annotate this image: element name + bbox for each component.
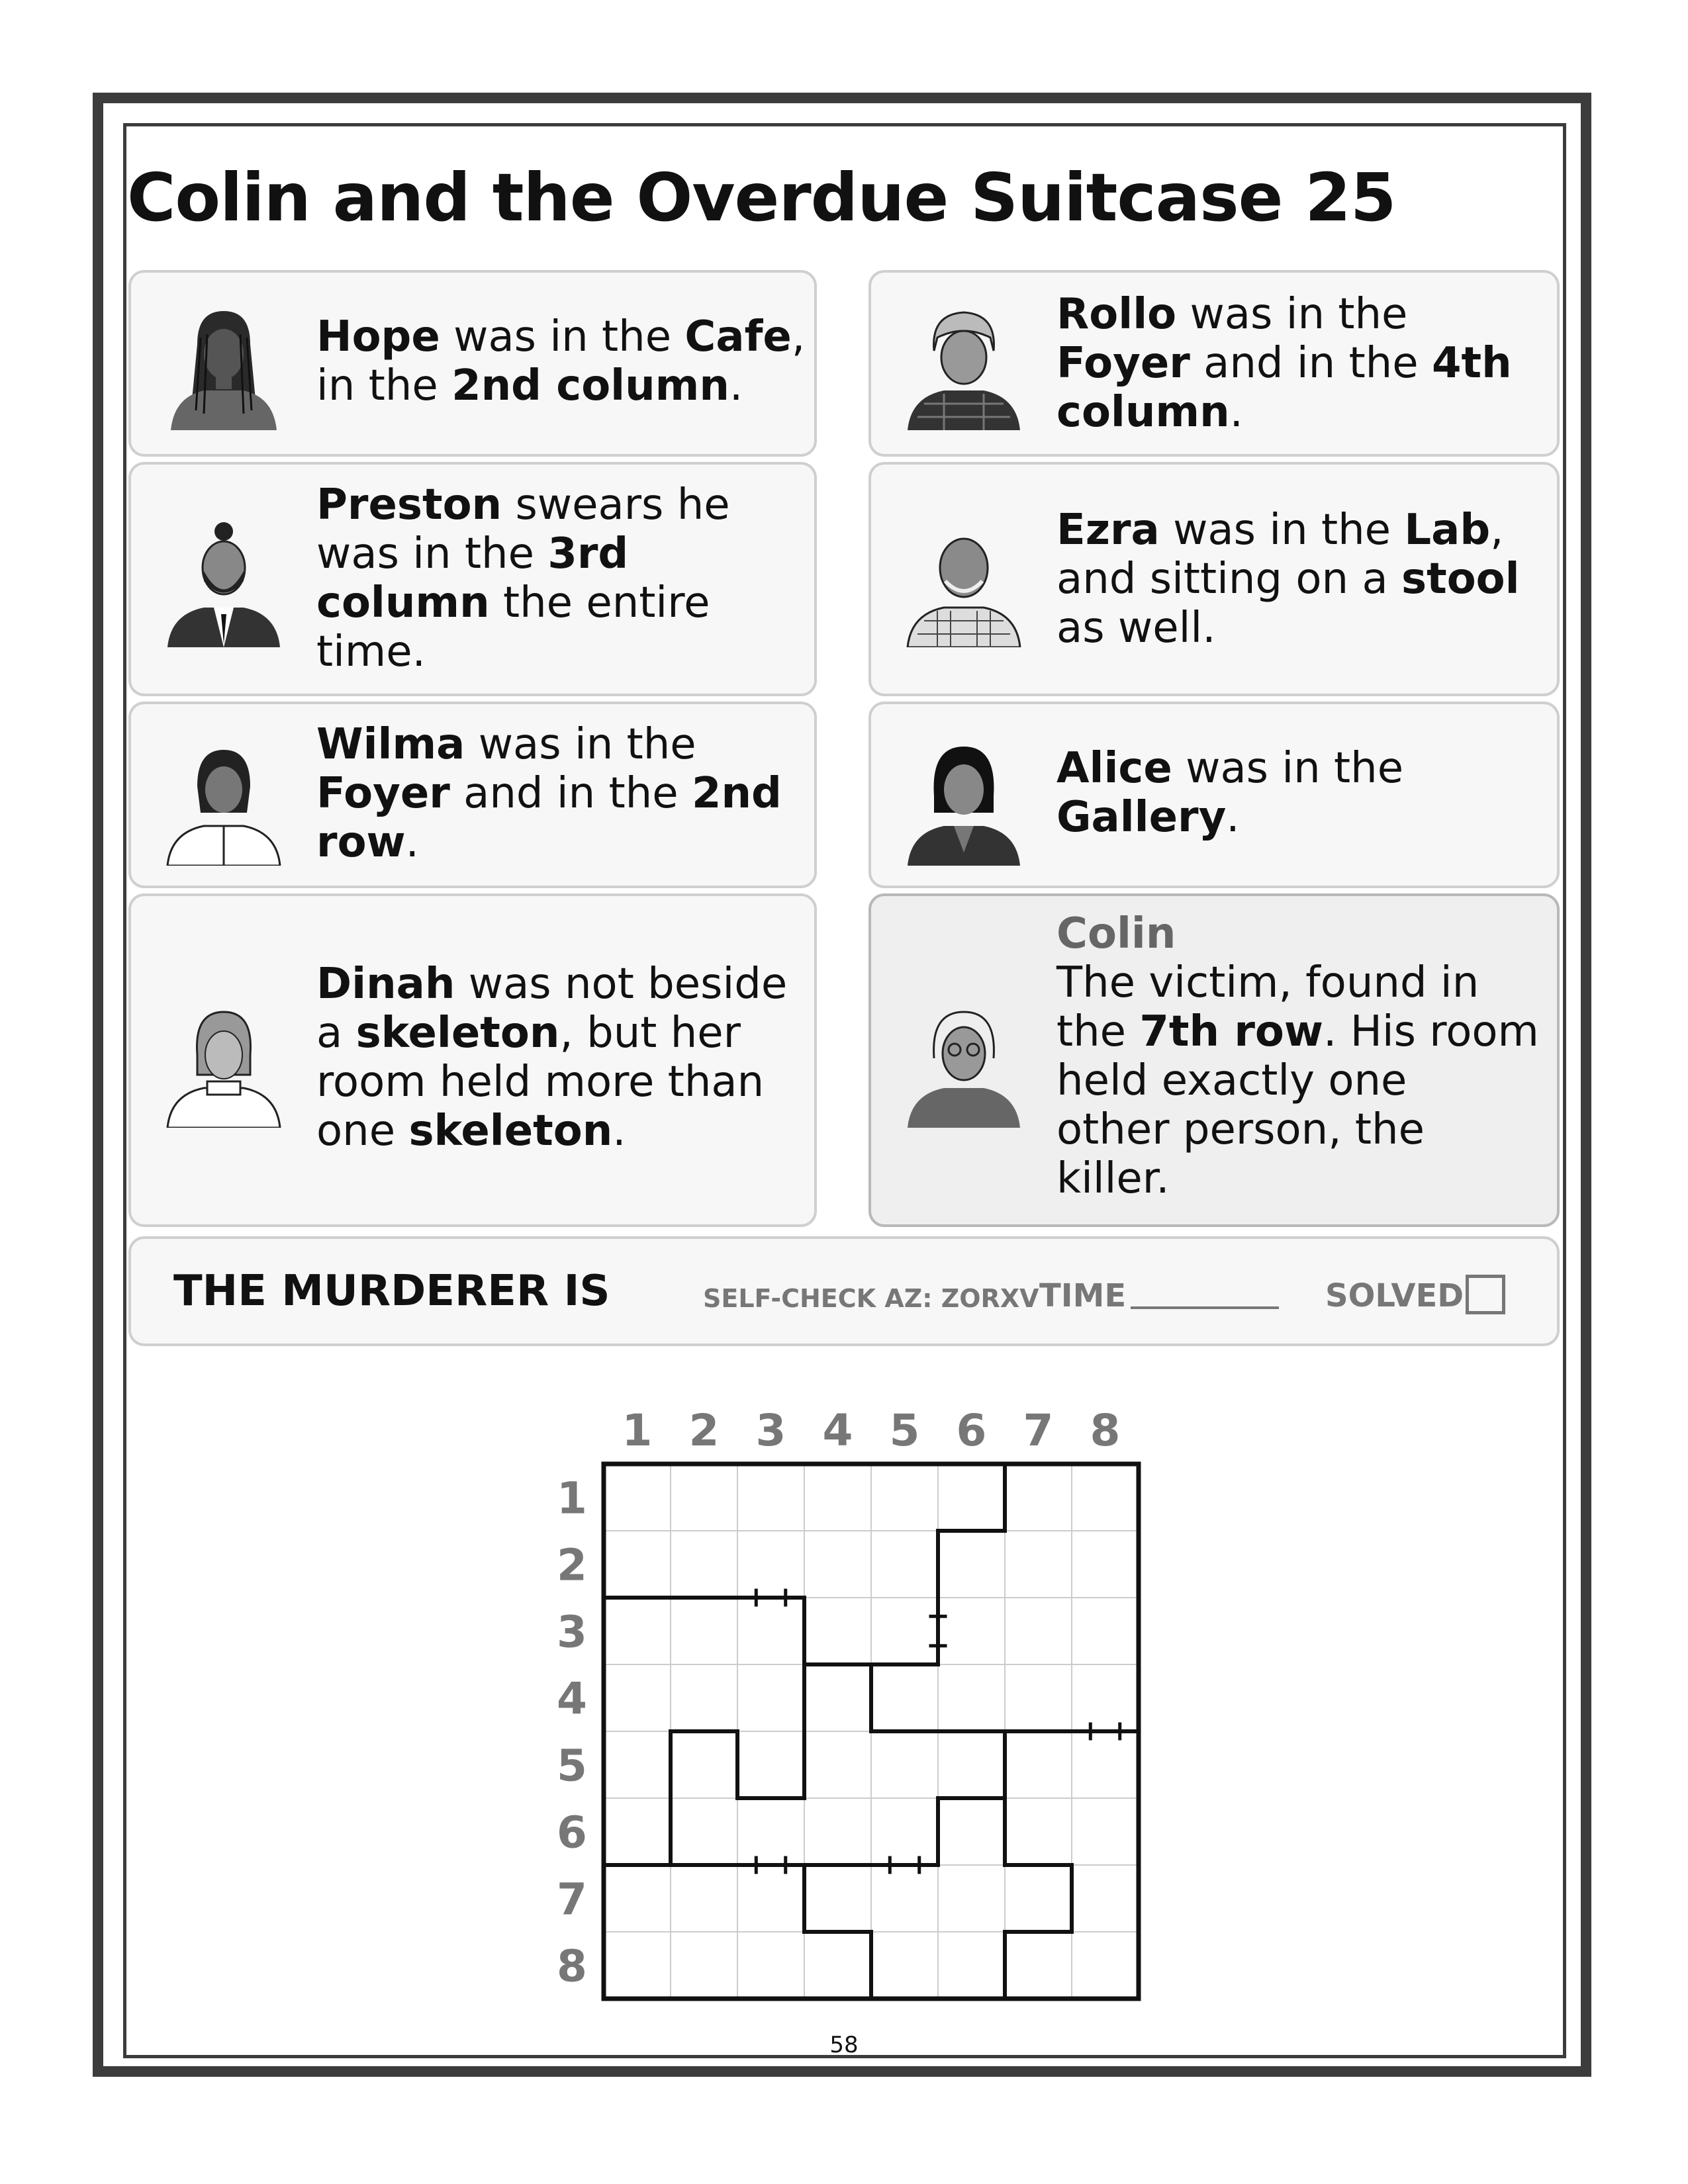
murderer-label: THE MURDERER IS [173, 1267, 610, 1316]
clue-text-segment: was in the [465, 720, 696, 769]
clue-text-segment: in the [316, 361, 452, 410]
clue-keyword: 2nd column [451, 361, 729, 410]
clue-keyword: Gallery [1056, 793, 1227, 842]
clue-keyword: Alice [1056, 744, 1172, 793]
woman-jacket-portrait-icon [158, 733, 290, 866]
clue-text-segment: the [1056, 1007, 1140, 1056]
clue-text-segment: . [405, 818, 419, 867]
clue-keyword: column [316, 578, 490, 627]
clue-keyword: 7th row [1139, 1007, 1323, 1056]
column-label: 4 [822, 1405, 853, 1456]
clue-keyword: Wilma [316, 720, 465, 769]
clue-keyword: Colin [1056, 909, 1176, 958]
clue-card-wilma [128, 702, 817, 888]
clue-card-hope [128, 270, 817, 457]
clue-keyword: row [316, 818, 406, 867]
clue-text-segment: other person, the [1056, 1105, 1425, 1154]
clue-text-segment: was in the [1172, 744, 1404, 793]
clue-text-segment: held exactly one [1056, 1056, 1407, 1105]
column-label: 1 [622, 1405, 653, 1456]
clue-keyword: Hope [316, 312, 440, 361]
clue-text-segment: and in the [449, 769, 692, 818]
woman-turtleneck-portrait-icon [158, 995, 290, 1128]
clue-text-segment: . [729, 361, 743, 410]
clue-text-rollo [1056, 290, 1537, 437]
clue-card-colin-victim [868, 893, 1560, 1227]
clue-text-segment: was in the [1176, 290, 1408, 339]
clue-text-segment: a [316, 1009, 356, 1058]
clue-keyword: Rollo [1056, 290, 1177, 339]
clue-text-wilma [316, 720, 794, 867]
time-input-line[interactable] [1131, 1306, 1279, 1309]
row-label: 8 [557, 1940, 587, 1992]
clue-keyword: Dinah [316, 960, 455, 1009]
clue-text-segment: killer. [1056, 1154, 1170, 1203]
column-label: 8 [1090, 1405, 1121, 1456]
clue-text-segment: was in the [440, 312, 685, 361]
clue-text-alice [1056, 744, 1537, 842]
clue-text-dinah [316, 960, 794, 1156]
row-label: 5 [557, 1740, 587, 1792]
row-label: 7 [557, 1874, 587, 1925]
clue-text-segment: room held more than [316, 1058, 765, 1107]
man-beard-suit-portrait-icon [158, 515, 290, 647]
man-wavy-hair-plaid-shirt-portrait-icon [898, 298, 1030, 430]
page-number: 58 [829, 2032, 859, 2058]
clue-card-dinah [128, 893, 817, 1227]
row-label: 3 [557, 1606, 587, 1658]
puzzle-title: Colin and the Overdue Suitcase 25 [127, 159, 1396, 236]
clue-text-segment: as well. [1056, 604, 1216, 653]
row-label: 2 [557, 1539, 587, 1591]
clue-text-segment: and in the [1190, 339, 1432, 388]
clue-keyword: Foyer [1056, 339, 1190, 388]
clue-keyword: 2nd [691, 769, 782, 818]
clue-text-segment: . [1229, 388, 1243, 437]
row-label: 1 [557, 1473, 587, 1524]
clue-text-segment: one [316, 1107, 409, 1156]
answer-bar [128, 1236, 1560, 1346]
clue-text-ezra [1056, 506, 1537, 653]
woman-bob-blazer-portrait-icon [898, 733, 1030, 866]
older-man-glasses-portrait-icon [898, 995, 1030, 1128]
clue-text-segment: was in the [316, 529, 548, 578]
solved-checkbox[interactable] [1466, 1275, 1505, 1314]
clue-card-ezra [868, 462, 1560, 696]
clue-keyword: skeleton [355, 1009, 560, 1058]
time-label: TIME [1039, 1277, 1127, 1314]
clue-text-segment: , but her [559, 1009, 741, 1058]
clue-card-rollo [868, 270, 1560, 457]
clue-text-segment: , [1490, 506, 1504, 555]
clue-text-segment: . [612, 1107, 626, 1156]
clue-text-segment: was not beside [455, 960, 788, 1009]
clue-text-segment: . [1226, 793, 1240, 842]
clue-keyword: Foyer [316, 769, 450, 818]
clue-text-segment: . His room [1323, 1007, 1539, 1056]
self-check-code: SELF-CHECK AZ: ZORXV [703, 1284, 1039, 1313]
clue-keyword: Cafe [684, 312, 792, 361]
clue-keyword: skeleton [408, 1107, 613, 1156]
clue-text-hope [316, 312, 806, 410]
column-label: 2 [688, 1405, 720, 1456]
solved-label: SOLVED [1325, 1277, 1464, 1314]
clue-text-segment: , [791, 312, 806, 361]
clue-text-segment: swears he [502, 480, 730, 529]
older-man-plaid-shirt-portrait-icon [898, 515, 1030, 647]
clue-card-alice [868, 702, 1560, 888]
row-label: 4 [557, 1673, 587, 1725]
clue-keyword: Lab [1404, 506, 1491, 555]
woman-braids-portrait-icon [158, 298, 290, 430]
clue-text-segment: time. [316, 627, 426, 676]
clue-text-segment: was in the [1159, 506, 1405, 555]
clue-text-preston [316, 480, 794, 676]
row-label: 6 [557, 1807, 587, 1858]
clue-keyword: stool [1401, 555, 1520, 604]
clue-keyword: Preston [316, 480, 502, 529]
clue-text-colin [1056, 909, 1537, 1203]
clue-keyword: Ezra [1056, 506, 1160, 555]
column-label: 5 [889, 1405, 920, 1456]
clue-text-segment: The victim, found in [1056, 958, 1479, 1007]
column-label: 7 [1023, 1405, 1054, 1456]
clue-card-preston [128, 462, 817, 696]
clue-keyword: column [1056, 388, 1230, 437]
column-label: 6 [956, 1405, 987, 1456]
column-label: 3 [755, 1405, 786, 1456]
clue-keyword: 4th [1431, 339, 1512, 388]
clue-text-segment: the entire [489, 578, 710, 627]
clue-keyword: 3rd [547, 529, 629, 578]
clue-text-segment: and sitting on a [1056, 555, 1401, 604]
